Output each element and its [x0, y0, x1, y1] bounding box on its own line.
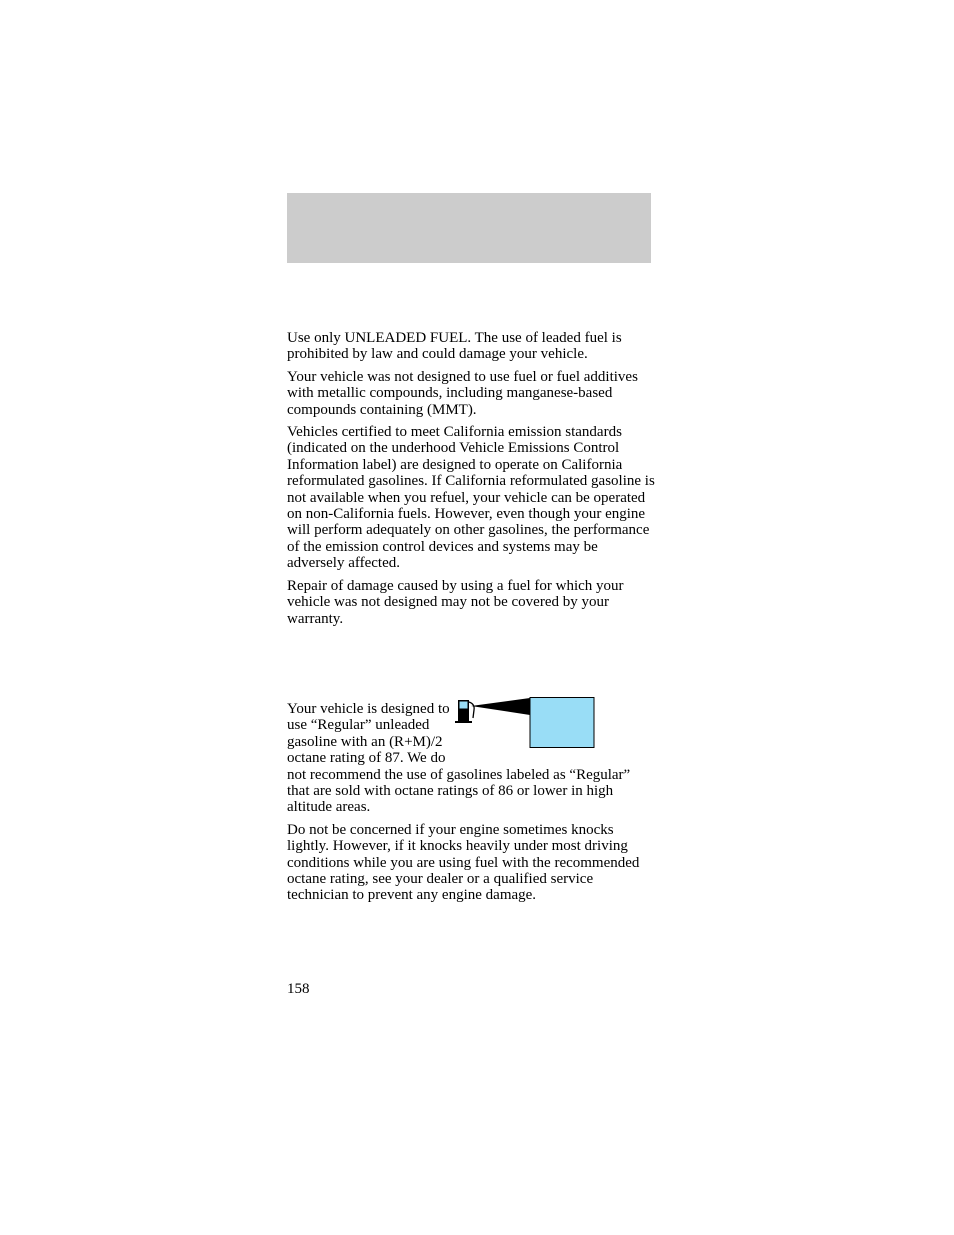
paragraph-additives: Your vehicle was not designed to use fuel or fuel additives with metallic compounds, including manganese-based compounds containing (MMT).: [287, 368, 638, 418]
fuel-pump-icon: [455, 697, 655, 765]
page-body: [287, 330, 655, 910]
paragraph-knock: Do not be concerned if your engine sometimes knocks lightly. However, if it knocks heavily under most driving conditions while you are using fuel with the recommended octane rating, see your dealer or a qualified service technician to prevent any engine damage.: [287, 821, 640, 904]
paragraph-octane: Your vehicle is designed to use “Regular” unleaded gasoline with an (R+M)/2 octane rating of 87. We do not recommend the use of gasolines labeled as “Regular” that are sold with octane ratings of 86 or lower in high altitude areas.: [287, 700, 631, 816]
octane-paragraph-wrapper: [287, 701, 655, 816]
paragraph-california: Vehicles certified to meet California emission standards (indicated on the underhood Vehicle Emissions Control Information label) are designed to operate on California reformulated gasolines. If California reformulated gasoline is not available when you refuel, your vehicle can be operated on non-California fuels. However, even though your engine will perform adequately on other gasolines, the performance of the emission control devices and systems may be adversely affected.: [287, 424, 655, 572]
paragraph-warranty: Repair of damage caused by using a fuel for which your vehicle was not designed may not be covered by your warranty.: [287, 577, 624, 627]
section-gap: [287, 633, 655, 701]
section-header-band: [287, 193, 651, 263]
page-number: 158: [287, 981, 310, 997]
octane-figure: [455, 697, 655, 765]
paragraph-unleaded: Use only UNLEADED FUEL. The use of leaded fuel is prohibited by law and could damage your vehicle.: [287, 330, 622, 363]
